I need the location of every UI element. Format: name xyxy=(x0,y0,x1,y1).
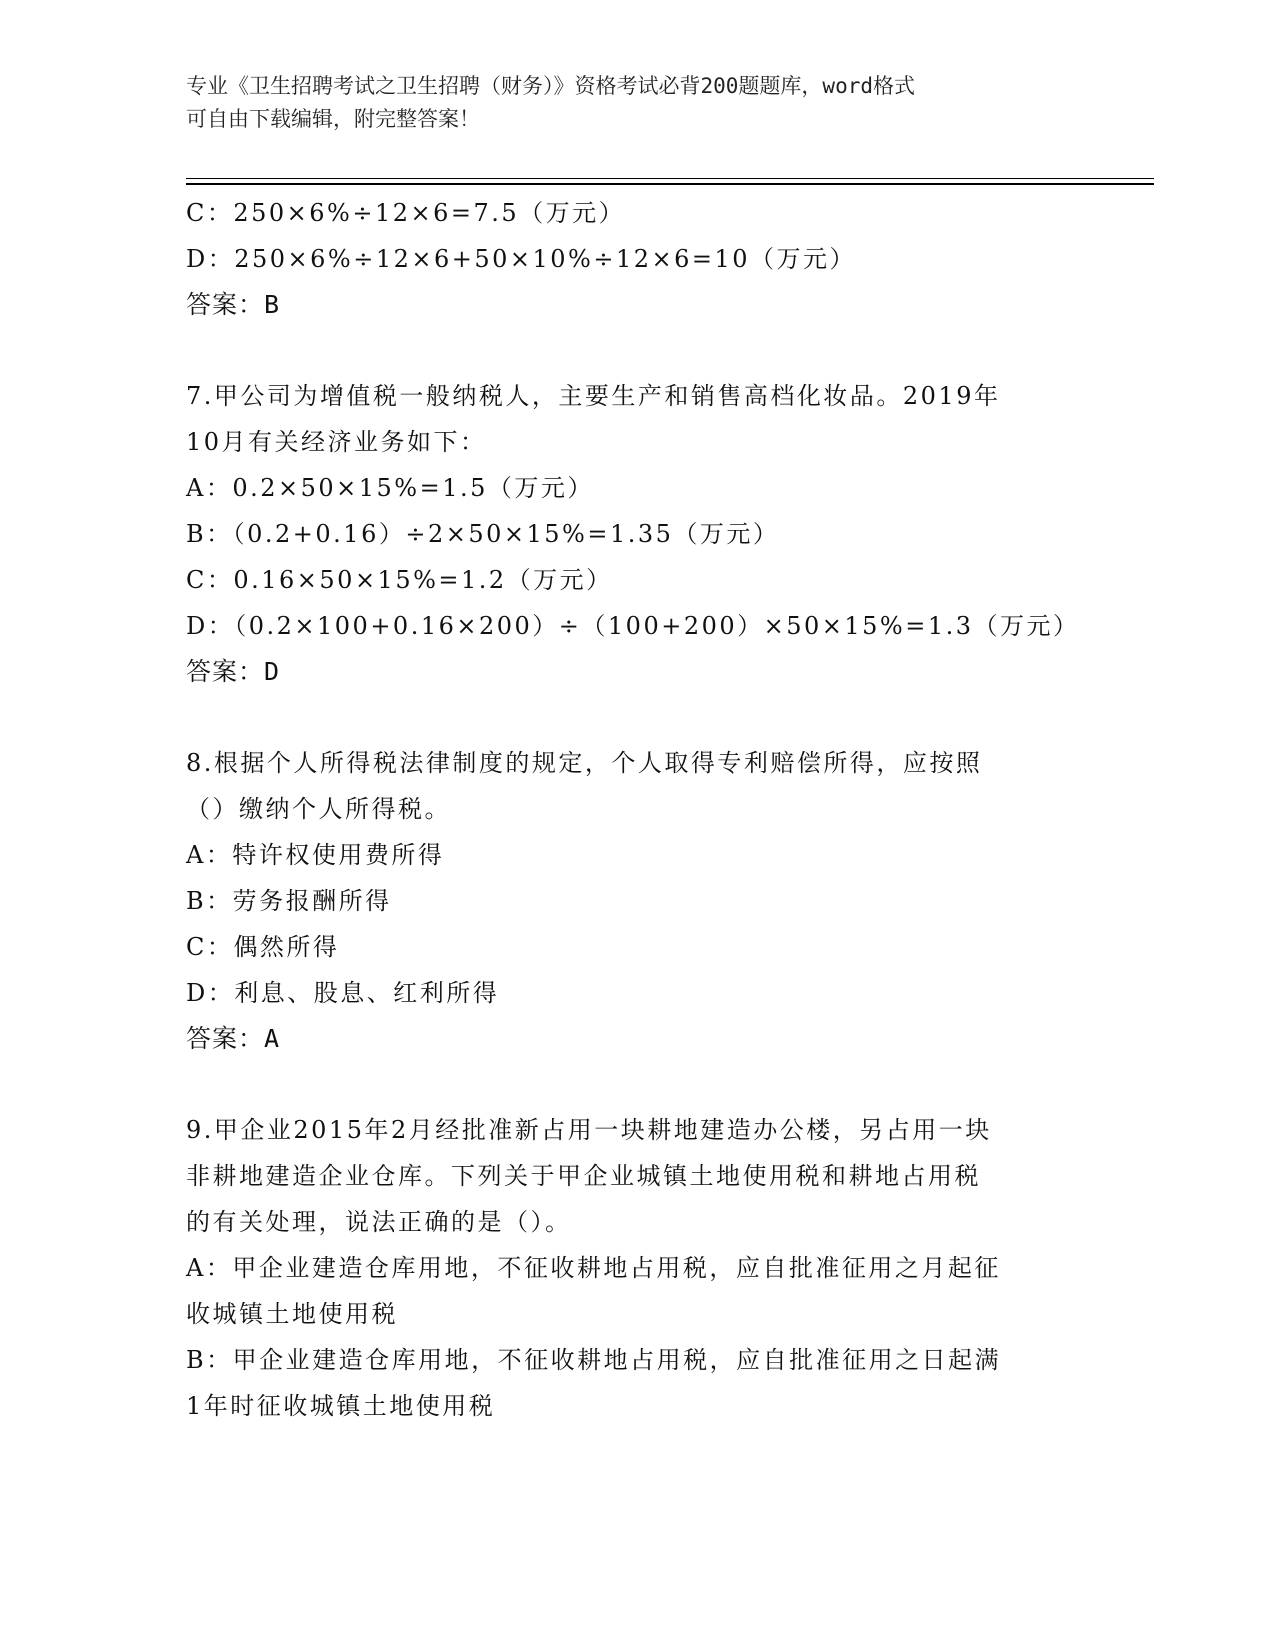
q6-option-d: D：250×6%÷12×6+50×10%÷12×6=10（万元） xyxy=(186,245,857,273)
q8-answer: 答案：A xyxy=(186,1024,281,1053)
q6-option-c: C：250×6%÷12×6=7.5（万元） xyxy=(186,199,626,227)
q7-answer: 答案：D xyxy=(186,657,281,686)
spacer xyxy=(186,328,1086,373)
q9-stem-line-1: 9.甲企业2015年2月经批准新占用一块耕地建造办公楼，另占用一块 xyxy=(186,1116,992,1144)
spacer xyxy=(186,1062,1086,1107)
q7-option-b: B：（0.2+0.16）÷2×50×15%=1.35（万元） xyxy=(186,520,780,548)
question-7 xyxy=(186,373,1086,695)
header-line-2: 可自由下载编辑，附完整答案！ xyxy=(186,107,480,131)
q8-option-a: A：特许权使用费所得 xyxy=(186,841,445,869)
document-body xyxy=(186,190,1086,1429)
document-header xyxy=(186,70,1066,136)
header-line-1: 专业《卫生招聘考试之卫生招聘（财务）》资格考试必背200题题库，word格式 xyxy=(186,74,915,98)
q7-option-a: A：0.2×50×15%=1.5（万元） xyxy=(186,474,594,502)
q9-option-a-line-2: 收城镇土地使用税 xyxy=(186,1300,398,1328)
q8-option-d: D：利息、股息、红利所得 xyxy=(186,979,500,1007)
question-6-tail xyxy=(186,190,1086,328)
q8-stem-line-2: （）缴纳个人所得税。 xyxy=(186,795,451,823)
q6-answer: 答案：B xyxy=(186,290,281,319)
q8-option-b: B：劳务报酬所得 xyxy=(186,887,392,915)
question-9 xyxy=(186,1107,1086,1429)
q9-stem-line-3: 的有关处理，说法正确的是（）。 xyxy=(186,1208,572,1236)
question-8 xyxy=(186,740,1086,1062)
q9-stem-line-2: 非耕地建造企业仓库。下列关于甲企业城镇土地使用税和耕地占用税 xyxy=(186,1162,981,1190)
q9-option-b-line-2: 1年时征收城镇土地使用税 xyxy=(186,1392,496,1420)
q8-stem-line-1: 8.根据个人所得税法律制度的规定，个人取得专利赔偿所得，应按照 xyxy=(186,749,983,777)
q9-option-a-line-1: A：甲企业建造仓库用地，不征收耕地占用税，应自批准征用之月起征 xyxy=(186,1254,1001,1282)
q7-option-c: C：0.16×50×15%=1.2（万元） xyxy=(186,566,613,594)
spacer xyxy=(186,695,1086,740)
q8-option-c: C：偶然所得 xyxy=(186,933,340,961)
q7-stem-line-1: 7.甲公司为增值税一般纳税人，主要生产和销售高档化妆品。2019年 xyxy=(186,382,1001,410)
header-divider-thin xyxy=(186,178,1154,179)
q7-stem-line-2: 10月有关经济业务如下： xyxy=(186,428,487,456)
header-divider-thick xyxy=(186,183,1154,185)
q9-option-b-line-1: B：甲企业建造仓库用地，不征收耕地占用税，应自批准征用之日起满 xyxy=(186,1346,1002,1374)
q7-option-d: D：（0.2×100+0.16×200）÷（100+200）×50×15%=1.3（万元） xyxy=(186,612,1080,640)
